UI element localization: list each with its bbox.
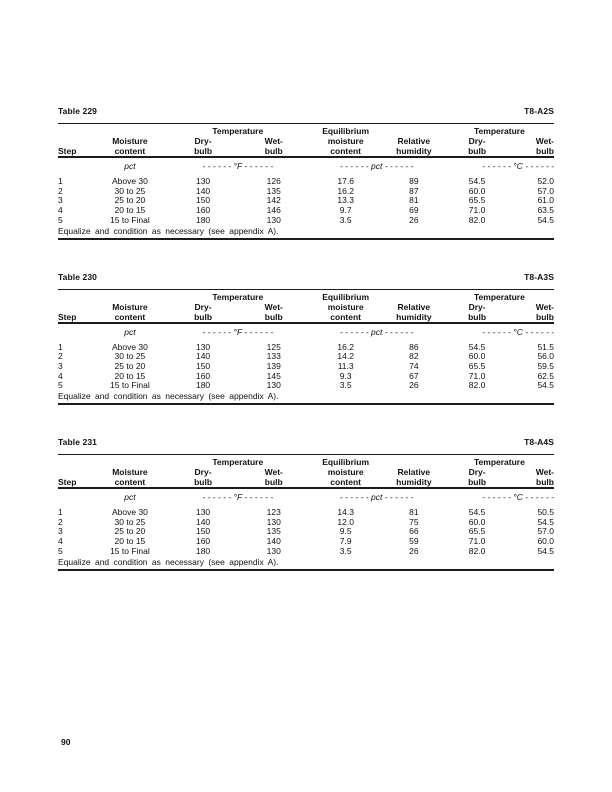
drying-schedule-table-229 — [58, 106, 554, 240]
equilibrium-header-line1: Equilibrium — [322, 126, 370, 136]
cell-emc: 12.0 — [337, 516, 354, 527]
header-spanner-row — [58, 289, 554, 302]
dry-bulb-f-header-line2: bulb — [167, 146, 239, 157]
wet-bulb-f-header-line1: Wet- — [264, 136, 283, 146]
cell-emc: 9.5 — [339, 526, 352, 537]
table-row — [58, 547, 554, 557]
cell-db_c: 54.5 — [468, 341, 486, 352]
equilibrium-header-line1: Equilibrium — [322, 291, 370, 302]
cell-step: 3 — [58, 360, 63, 371]
cell-wb_c: 54.5 — [537, 380, 554, 391]
cell-moisture: 25 to 20 — [114, 360, 146, 371]
cell-wb_f: 145 — [266, 370, 281, 381]
cell-db_f: 160 — [195, 536, 211, 547]
cell-db_c: 60.0 — [468, 185, 486, 196]
cell-rh: 75 — [409, 516, 419, 527]
cell-rh: 26 — [409, 214, 419, 225]
header-row-3 — [58, 312, 554, 323]
table-note: Equalize and condition as necessary (see appendix A). — [58, 557, 554, 570]
cell-step: 2 — [58, 185, 63, 196]
cell-rh: 87 — [409, 185, 419, 196]
equilibrium-header-line3: content — [308, 146, 382, 157]
cell-wb_f: 142 — [266, 195, 281, 206]
schedule-table — [58, 454, 554, 571]
temperature-c-spanner: Temperature — [473, 457, 525, 468]
table-note: Equalize and condition as necessary (see appendix A). — [58, 391, 554, 404]
cell-db_c: 65.5 — [468, 360, 486, 371]
header-row-3 — [58, 146, 554, 157]
cell-emc: 9.3 — [339, 370, 352, 381]
cell-db_c: 65.5 — [468, 195, 486, 206]
units-row — [58, 488, 554, 508]
dry-bulb-c-header-line1: Dry- — [468, 301, 486, 312]
dry-bulb-f-header-line1: Dry- — [194, 467, 212, 478]
dry-bulb-c-header-line2: bulb — [445, 477, 509, 488]
dry-bulb-c-header-line1: Dry- — [468, 136, 486, 146]
wet-bulb-c-header-line2: bulb — [509, 146, 554, 157]
cell-moisture: Above 30 — [111, 176, 148, 186]
cell-moisture: 30 to 25 — [114, 185, 146, 196]
wet-bulb-c-header-line2: bulb — [509, 477, 554, 488]
units-pct-dashes: - - - - - - pct - - - - - - — [339, 161, 414, 171]
cell-wb_c: 56.0 — [537, 351, 554, 362]
wet-bulb-f-header-line2: bulb — [239, 477, 308, 488]
moisture-header-line2: content — [93, 312, 167, 323]
cell-wb_f: 135 — [266, 526, 281, 537]
cell-rh: 74 — [409, 360, 419, 371]
cell-wb_c: 54.5 — [537, 545, 554, 556]
moisture-header-line2: content — [93, 477, 167, 488]
page-number: 90 — [61, 737, 71, 747]
dry-bulb-f-header-line1: Dry- — [194, 136, 212, 146]
cell-emc: 13.3 — [337, 195, 354, 206]
cell-step: 3 — [58, 526, 63, 537]
cell-emc: 3.5 — [339, 214, 352, 225]
relative-humidity-header-line1: Relative — [397, 136, 431, 146]
table-caption — [58, 437, 554, 447]
cell-step: 3 — [58, 195, 63, 206]
temperature-f-spanner: Temperature — [212, 126, 264, 136]
dry-bulb-f-header-line1: Dry- — [194, 301, 212, 312]
cell-db_f: 130 — [195, 341, 211, 352]
cell-wb_c: 57.0 — [537, 526, 554, 537]
cell-emc: 16.2 — [337, 341, 354, 352]
cell-wb_c: 62.5 — [537, 370, 554, 381]
dry-bulb-c-header-line1: Dry- — [468, 467, 486, 478]
cell-wb_c: 52.0 — [537, 176, 554, 186]
cell-db_f: 180 — [195, 380, 211, 391]
drying-schedule-table-230 — [58, 272, 554, 406]
cell-moisture: 20 to 15 — [114, 205, 146, 216]
table-caption — [58, 106, 554, 116]
cell-db_c: 54.5 — [468, 176, 486, 186]
wet-bulb-c-header-line1: Wet- — [535, 136, 554, 146]
cell-step: 2 — [58, 516, 63, 527]
units-fahrenheit: - - - - - - °F - - - - - - — [202, 161, 274, 171]
cell-wb_f: 130 — [266, 380, 281, 391]
units-row — [58, 157, 554, 177]
cell-wb_f: 135 — [266, 185, 281, 196]
units-pct-dashes: - - - - - - pct - - - - - - — [339, 492, 414, 503]
cell-wb_c: 60.0 — [537, 536, 554, 547]
cell-db_f: 160 — [195, 205, 211, 216]
cell-moisture: 20 to 15 — [114, 536, 146, 547]
equilibrium-header-line2: moisture — [327, 136, 364, 146]
cell-wb_f: 146 — [266, 205, 281, 216]
cell-moisture: 30 to 25 — [114, 516, 146, 527]
cell-step: 4 — [58, 536, 63, 547]
cell-emc: 17.6 — [337, 176, 354, 186]
cell-wb_f: 130 — [266, 545, 281, 556]
cell-wb_c: 57.0 — [537, 185, 554, 196]
cell-wb_c: 63.5 — [537, 205, 554, 216]
cell-step: 4 — [58, 370, 63, 381]
table-row — [58, 381, 554, 391]
wet-bulb-c-header-line1: Wet- — [535, 467, 554, 478]
cell-rh: 69 — [409, 205, 419, 216]
cell-wb_f: 123 — [266, 507, 281, 518]
cell-step: 5 — [58, 545, 63, 556]
cell-emc: 16.2 — [337, 185, 354, 196]
table-code: T8-A2S — [524, 106, 554, 116]
cell-moisture: 30 to 25 — [114, 351, 146, 362]
cell-rh: 82 — [409, 351, 419, 362]
cell-rh: 89 — [409, 176, 419, 186]
cell-db_f: 180 — [195, 545, 211, 556]
cell-emc: 9.7 — [339, 205, 352, 216]
note-row — [58, 557, 554, 570]
cell-wb_f: 125 — [266, 341, 281, 352]
wet-bulb-f-header-line1: Wet- — [264, 467, 283, 478]
header-spanner-row — [58, 455, 554, 468]
table-title: Table 229 — [58, 106, 98, 116]
units-row — [58, 323, 554, 343]
dry-bulb-c-header-line2: bulb — [445, 146, 509, 157]
wet-bulb-f-header-line2: bulb — [239, 312, 308, 323]
cell-wb_c: 61.0 — [537, 195, 554, 206]
note-row — [58, 391, 554, 404]
cell-wb_c: 54.5 — [537, 516, 554, 527]
cell-db_f: 130 — [195, 176, 211, 186]
cell-wb_f: 130 — [266, 516, 281, 527]
units-fahrenheit: - - - - - - °F - - - - - - — [202, 326, 274, 337]
cell-db_c: 82.0 — [468, 380, 486, 391]
units-celsius: - - - - - - °C - - - - - - — [482, 161, 554, 171]
cell-db_f: 150 — [195, 195, 211, 206]
temperature-c-spanner: Temperature — [473, 291, 525, 302]
cell-db_f: 140 — [195, 516, 211, 527]
cell-db_c: 71.0 — [468, 370, 486, 381]
cell-rh: 81 — [409, 507, 419, 518]
cell-step: 1 — [58, 341, 63, 352]
table-caption — [58, 272, 554, 282]
cell-emc: 7.9 — [339, 536, 352, 547]
header-row-3 — [58, 477, 554, 488]
cell-db_f: 140 — [195, 351, 211, 362]
units-celsius: - - - - - - °C - - - - - - — [482, 326, 554, 337]
equilibrium-header-line3: content — [308, 477, 382, 488]
cell-step: 1 — [58, 507, 63, 518]
cell-db_c: 82.0 — [468, 214, 486, 225]
temperature-f-spanner: Temperature — [212, 457, 264, 468]
cell-db_c: 71.0 — [468, 536, 486, 547]
relative-humidity-header-line2: humidity — [383, 146, 445, 157]
cell-wb_f: 140 — [266, 536, 281, 547]
cell-moisture: 15 to Final — [110, 545, 150, 556]
cell-db_c: 60.0 — [468, 351, 486, 362]
units-pct: pct — [124, 161, 136, 171]
cell-rh: 26 — [409, 545, 419, 556]
cell-wb_c: 50.5 — [537, 507, 554, 518]
table-code: T8-A3S — [524, 271, 554, 282]
cell-db_c: 60.0 — [468, 516, 486, 527]
step-header: Step — [58, 146, 93, 157]
cell-db_f: 150 — [195, 526, 211, 537]
cell-rh: 67 — [409, 370, 419, 381]
table-code: T8-A4S — [524, 437, 554, 448]
schedule-table — [58, 289, 554, 406]
wet-bulb-f-header-line2: bulb — [239, 146, 308, 157]
dry-bulb-f-header-line2: bulb — [167, 312, 239, 323]
relative-humidity-header-line2: humidity — [383, 477, 445, 488]
cell-moisture: Above 30 — [111, 507, 148, 518]
cell-rh: 66 — [409, 526, 419, 537]
cell-db_c: 71.0 — [468, 205, 486, 216]
equilibrium-header-line2: moisture — [327, 467, 364, 478]
units-pct: pct — [124, 326, 136, 337]
cell-db_f: 180 — [195, 214, 211, 225]
cell-rh: 86 — [409, 341, 419, 352]
cell-moisture: 20 to 15 — [114, 370, 146, 381]
cell-rh: 26 — [409, 380, 419, 391]
step-header: Step — [58, 477, 93, 488]
cell-wb_f: 126 — [266, 176, 281, 186]
cell-moisture: 15 to Final — [110, 214, 150, 225]
schedule-table — [58, 123, 554, 240]
cell-moisture: 15 to Final — [110, 380, 150, 391]
wet-bulb-f-header-line1: Wet- — [264, 301, 283, 312]
cell-step: 5 — [58, 380, 63, 391]
relative-humidity-header-line1: Relative — [397, 301, 431, 312]
cell-moisture: 25 to 20 — [114, 526, 146, 537]
cell-db_f: 160 — [195, 370, 211, 381]
header-row-2 — [58, 302, 554, 312]
cell-moisture: Above 30 — [111, 341, 148, 352]
cell-step: 1 — [58, 176, 63, 186]
cell-db_c: 82.0 — [468, 545, 486, 556]
cell-wb_f: 130 — [266, 214, 281, 225]
cell-wb_c: 54.5 — [537, 214, 554, 225]
table-body — [58, 177, 554, 226]
table-note: Equalize and condition as necessary (see appendix A). — [58, 226, 554, 239]
table-title: Table 231 — [58, 437, 98, 448]
relative-humidity-header-line1: Relative — [397, 467, 431, 478]
table-row — [58, 216, 554, 226]
cell-db_f: 130 — [195, 507, 211, 518]
cell-step: 5 — [58, 214, 63, 225]
wet-bulb-c-header-line2: bulb — [509, 312, 554, 323]
cell-db_f: 140 — [195, 185, 211, 196]
header-row-2 — [58, 467, 554, 477]
cell-step: 2 — [58, 351, 63, 362]
header-spanner-row — [58, 124, 554, 137]
cell-wb_c: 51.5 — [537, 341, 554, 352]
units-pct: pct — [124, 492, 136, 503]
cell-rh: 81 — [409, 195, 419, 206]
relative-humidity-header-line2: humidity — [383, 312, 445, 323]
page-content — [58, 0, 554, 571]
moisture-header-line1: Moisture — [112, 136, 148, 146]
cell-rh: 59 — [409, 536, 419, 547]
table-title: Table 230 — [58, 271, 98, 282]
moisture-header-line1: Moisture — [112, 301, 148, 312]
cell-db_f: 150 — [195, 360, 211, 371]
cell-emc: 3.5 — [339, 545, 352, 556]
wet-bulb-c-header-line1: Wet- — [535, 301, 554, 312]
equilibrium-header-line1: Equilibrium — [322, 457, 370, 468]
table-body — [58, 508, 554, 557]
equilibrium-header-line2: moisture — [327, 301, 364, 312]
cell-emc: 14.2 — [337, 351, 354, 362]
note-row — [58, 226, 554, 239]
cell-db_c: 65.5 — [468, 526, 486, 537]
dry-bulb-c-header-line2: bulb — [445, 312, 509, 323]
temperature-c-spanner: Temperature — [473, 126, 525, 136]
cell-moisture: 25 to 20 — [114, 195, 146, 206]
moisture-header-line1: Moisture — [112, 467, 148, 478]
equilibrium-header-line3: content — [308, 312, 382, 323]
temperature-f-spanner: Temperature — [212, 291, 264, 302]
cell-emc: 11.3 — [337, 360, 354, 371]
cell-step: 4 — [58, 205, 63, 216]
cell-emc: 3.5 — [339, 380, 352, 391]
step-header: Step — [58, 312, 93, 323]
units-fahrenheit: - - - - - - °F - - - - - - — [202, 492, 274, 503]
dry-bulb-f-header-line2: bulb — [167, 477, 239, 488]
cell-wb_f: 133 — [266, 351, 281, 362]
drying-schedule-table-231 — [58, 437, 554, 571]
header-row-2 — [58, 136, 554, 146]
cell-db_c: 54.5 — [468, 507, 486, 518]
table-body — [58, 343, 554, 392]
cell-wb_f: 139 — [266, 360, 281, 371]
moisture-header-line2: content — [93, 146, 167, 157]
cell-wb_c: 59.5 — [537, 360, 554, 371]
units-celsius: - - - - - - °C - - - - - - — [482, 492, 554, 503]
cell-emc: 14.3 — [337, 507, 354, 518]
units-pct-dashes: - - - - - - pct - - - - - - — [339, 326, 414, 337]
